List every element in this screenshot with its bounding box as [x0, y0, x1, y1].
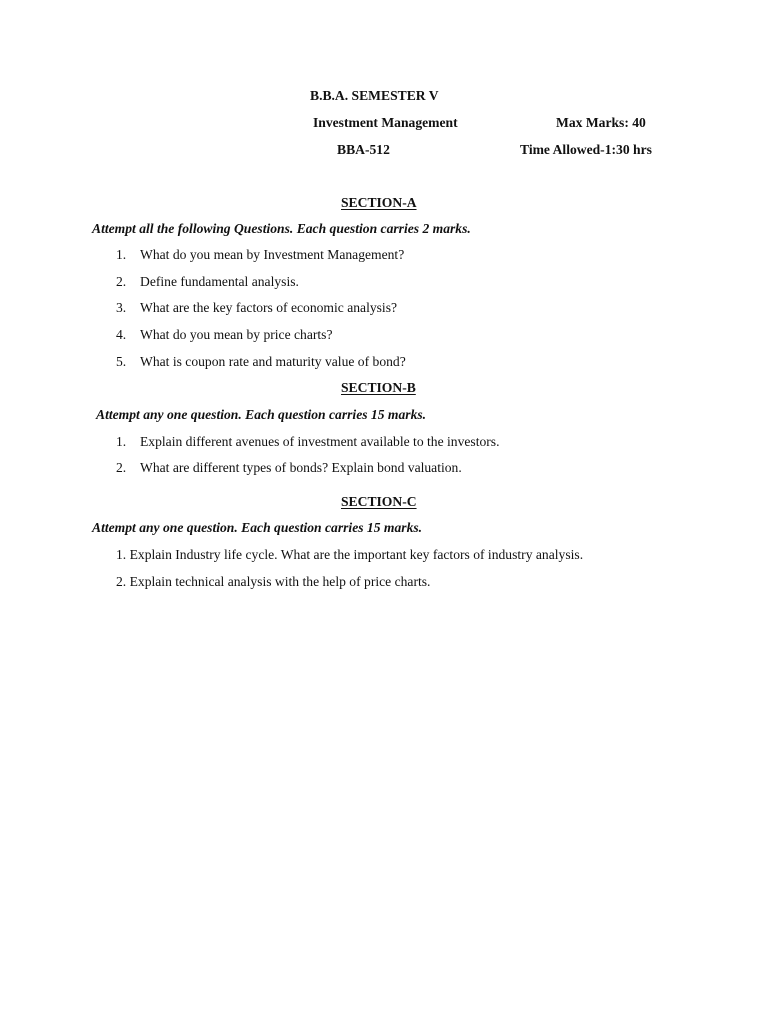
- question-text: Explain different avenues of investment available to the investors.: [140, 434, 500, 449]
- question-number: 4.: [116, 327, 127, 342]
- section-b-title: SECTION-B: [341, 380, 416, 395]
- question-number: 3.: [116, 300, 127, 315]
- question-number: 1.: [116, 434, 127, 449]
- question-number: 2.: [116, 274, 127, 289]
- question-text: What are the key factors of economic analysis?: [140, 300, 398, 315]
- section-b-instruction: Attempt any one question. Each question carries 15 marks.: [96, 407, 427, 422]
- program-title: B.B.A. SEMESTER V: [310, 88, 439, 103]
- question-text: What is coupon rate and maturity value of bond?: [140, 354, 406, 369]
- section-a-title: SECTION-A: [341, 195, 417, 210]
- time-allowed: Time Allowed-1:30 hrs: [520, 142, 652, 157]
- max-marks: Max Marks: 40: [556, 115, 646, 130]
- subject-title: Investment Management: [313, 115, 458, 130]
- question-text: 1. Explain Industry life cycle. What are the important key factors of industry analysis.: [116, 547, 584, 562]
- question-text: What do you mean by price charts?: [140, 327, 333, 342]
- question-text: 2. Explain technical analysis with the help of price charts.: [116, 574, 431, 589]
- section-c-instruction: Attempt any one question. Each question carries 15 marks.: [92, 520, 423, 535]
- question-text: What do you mean by Investment Management?: [140, 247, 405, 262]
- section-a-instruction: Attempt all the following Questions. Each question carries 2 marks.: [92, 221, 471, 236]
- question-text: What are different types of bonds? Explain bond valuation.: [140, 460, 462, 475]
- question-number: 1.: [116, 247, 127, 262]
- section-c-title: SECTION-C: [341, 494, 417, 509]
- course-code: BBA-512: [337, 142, 390, 157]
- question-text: Define fundamental analysis.: [140, 274, 299, 289]
- question-number: 2.: [116, 460, 127, 475]
- question-number: 5.: [116, 354, 127, 369]
